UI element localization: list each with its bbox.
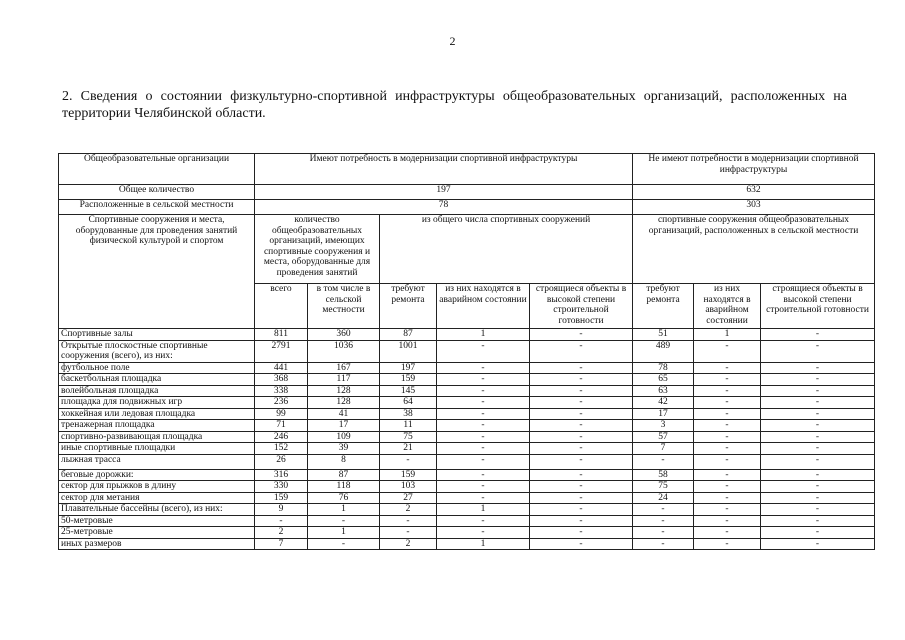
cell-value: 26 [255, 454, 308, 469]
cell-value: - [530, 538, 633, 550]
cell-value: - [255, 515, 308, 527]
cell-value: 109 [308, 431, 380, 443]
table-row [59, 443, 875, 455]
cell-value: - [530, 340, 633, 362]
cell-value: 2 [380, 504, 437, 516]
row-label: сектор для прыжков в длину [59, 481, 255, 493]
table-row [59, 362, 875, 374]
cell-value: 159 [380, 469, 437, 481]
cell-value: - [694, 492, 761, 504]
cell-value: 128 [308, 385, 380, 397]
cell-value: 246 [255, 431, 308, 443]
cell-value: - [633, 515, 694, 527]
cell-value: 24 [633, 492, 694, 504]
sub-rural: в том числе в сельской местности [308, 284, 380, 329]
cell-value: 1 [437, 329, 530, 341]
cell-value: 17 [633, 408, 694, 420]
cell-value: 1 [308, 527, 380, 539]
cell-value: - [633, 504, 694, 516]
cell-value: - [694, 515, 761, 527]
cell-value: 2 [380, 538, 437, 550]
table-row [59, 329, 875, 341]
table-row [59, 504, 875, 516]
cell-value: - [437, 374, 530, 386]
row-label: сектор для метания [59, 492, 255, 504]
rural-label: Расположенные в сельской местности [59, 200, 255, 215]
cell-value: - [633, 527, 694, 539]
cell-value: - [437, 469, 530, 481]
cell-value: - [437, 340, 530, 362]
cell-value: - [761, 443, 875, 455]
cell-value: - [761, 469, 875, 481]
cell-value: - [380, 527, 437, 539]
cell-value: - [694, 362, 761, 374]
cell-value: - [694, 431, 761, 443]
cell-value: 76 [308, 492, 380, 504]
cell-value: 117 [308, 374, 380, 386]
cell-value: - [530, 397, 633, 409]
cell-value: - [761, 397, 875, 409]
sub-all: всего [255, 284, 308, 329]
page-number: 2 [449, 34, 456, 48]
cell-value: - [694, 408, 761, 420]
cell-value: 71 [255, 420, 308, 432]
cell-value: - [437, 420, 530, 432]
table-row [59, 385, 875, 397]
cell-value: 7 [255, 538, 308, 550]
row-label: волейбольная площадка [59, 385, 255, 397]
cell-value: - [694, 340, 761, 362]
cell-value: - [694, 538, 761, 550]
cell-value: 58 [633, 469, 694, 481]
row-label: тренажерная площадка [59, 420, 255, 432]
cell-value: 103 [380, 481, 437, 493]
cell-value: 360 [308, 329, 380, 341]
cell-value: 87 [380, 329, 437, 341]
cell-value: 1 [437, 504, 530, 516]
row-label: спортивно-развивающая площадка [59, 431, 255, 443]
cell-value: 152 [255, 443, 308, 455]
cell-value: - [694, 481, 761, 493]
row-label: хоккейная или ледовая площадка [59, 408, 255, 420]
cell-value: 8 [308, 454, 380, 469]
cell-value: 1036 [308, 340, 380, 362]
table-row [59, 515, 875, 527]
cell-value: - [437, 443, 530, 455]
cell-value: - [761, 408, 875, 420]
cell-value: - [633, 538, 694, 550]
table-row [59, 538, 875, 550]
row-label: беговые дорожки: [59, 469, 255, 481]
table-row [59, 454, 875, 469]
cell-value: 63 [633, 385, 694, 397]
row-label: иных размеров [59, 538, 255, 550]
row-label: иные спортивные площадки [59, 443, 255, 455]
cell-value: - [694, 374, 761, 386]
infrastructure-table [58, 153, 875, 550]
section-heading: 2. Сведения о состоянии физкультурно-спортивной инфраструктуры общеобразовательных организаций, расположенных на территории Челябинской области. [62, 89, 847, 121]
total-label: Общее количество [59, 185, 255, 200]
cell-value: 489 [633, 340, 694, 362]
cell-value: - [694, 469, 761, 481]
cell-value: 330 [255, 481, 308, 493]
cell-value: 236 [255, 397, 308, 409]
cell-value: 2791 [255, 340, 308, 362]
cell-value: 38 [380, 408, 437, 420]
of-total-label: из общего числа спортивных сооружений [380, 215, 633, 284]
cell-value: - [530, 515, 633, 527]
cell-value: 78 [633, 362, 694, 374]
need-label: Имеют потребность в модернизации спортивной инфраструктуры [255, 154, 633, 185]
cell-value: - [437, 385, 530, 397]
row-label: 50-метровые [59, 515, 255, 527]
cell-value: 2 [255, 527, 308, 539]
row-label: футбольное поле [59, 362, 255, 374]
cell-value: - [761, 329, 875, 341]
cell-value: - [761, 431, 875, 443]
cell-value: 167 [308, 362, 380, 374]
sub-repair-2: требуют ремонта [633, 284, 694, 329]
table-body [59, 329, 875, 550]
cell-value: 159 [255, 492, 308, 504]
row-label: баскетбольная площадка [59, 374, 255, 386]
cell-value: - [761, 527, 875, 539]
rural-facilities-label: спортивные сооружения общеобразовательных организаций, расположенных в сельской местности [633, 215, 875, 284]
cell-value: 1 [694, 329, 761, 341]
cell-value: 65 [633, 374, 694, 386]
cell-value: - [530, 362, 633, 374]
cell-value: - [694, 504, 761, 516]
cell-value: - [308, 538, 380, 550]
table-row [59, 431, 875, 443]
cell-value: - [761, 362, 875, 374]
cell-value: 1 [308, 504, 380, 516]
row-label: Открытые плоскостные спортивные сооружения (всего), из них: [59, 340, 255, 362]
rural-no-need-value: 303 [633, 200, 875, 215]
table-row [59, 481, 875, 493]
total-no-need-value: 632 [633, 185, 875, 200]
cell-value: 51 [633, 329, 694, 341]
table-row [59, 408, 875, 420]
cell-value: 57 [633, 431, 694, 443]
sub-emergency: из них находятся в аварийном состоянии [437, 284, 530, 329]
count-label: количество общеобразовательных организаций, имеющих спортивные сооружения и места, оборудованные для проведения занятий [255, 215, 380, 284]
cell-value: 441 [255, 362, 308, 374]
total-need-value: 197 [255, 185, 633, 200]
cell-value: - [437, 431, 530, 443]
row-label: лыжная трасса [59, 454, 255, 469]
cell-value: 118 [308, 481, 380, 493]
cell-value: 9 [255, 504, 308, 516]
no-need-label: Не имеют потребности в модернизации спортивной инфраструктуры [633, 154, 875, 185]
sub-building: строящиеся объекты в высокой степени строительной готовности [530, 284, 633, 329]
rural-need-value: 78 [255, 200, 633, 215]
cell-value: - [437, 454, 530, 469]
cell-value: 1 [437, 538, 530, 550]
cell-value: - [437, 515, 530, 527]
org-label: Общеобразовательные организации [59, 154, 255, 185]
sub-emergency-2: из них находятся в аварийном состоянии [694, 284, 761, 329]
cell-value: - [380, 454, 437, 469]
row-label: площадка для подвижных игр [59, 397, 255, 409]
cell-value: - [761, 515, 875, 527]
cell-value: - [530, 329, 633, 341]
cell-value: 75 [380, 431, 437, 443]
cell-value: - [437, 481, 530, 493]
cell-value: - [761, 385, 875, 397]
cell-value: - [761, 420, 875, 432]
cell-value: 27 [380, 492, 437, 504]
facilities-label: Спортивные сооружения и места, оборудованные для проведения занятий физической культурой и спортом [59, 215, 255, 329]
table-row [59, 397, 875, 409]
cell-value: - [530, 527, 633, 539]
cell-value: - [530, 420, 633, 432]
table-row [59, 340, 875, 362]
cell-value: - [530, 481, 633, 493]
cell-value: 1001 [380, 340, 437, 362]
cell-value: 811 [255, 329, 308, 341]
row-label: Плавательные бассейны (всего), из них: [59, 504, 255, 516]
cell-value: 64 [380, 397, 437, 409]
cell-value: - [437, 527, 530, 539]
row-label: Спортивные залы [59, 329, 255, 341]
cell-value: - [761, 538, 875, 550]
cell-value: 42 [633, 397, 694, 409]
cell-value: - [530, 385, 633, 397]
cell-value: - [694, 420, 761, 432]
cell-value: - [530, 492, 633, 504]
cell-value: 41 [308, 408, 380, 420]
row-label: 25-метровые [59, 527, 255, 539]
table-row [59, 492, 875, 504]
cell-value: - [530, 374, 633, 386]
cell-value: - [530, 504, 633, 516]
cell-value: - [530, 408, 633, 420]
cell-value: 145 [380, 385, 437, 397]
cell-value: 316 [255, 469, 308, 481]
cell-value: 87 [308, 469, 380, 481]
cell-value: - [694, 385, 761, 397]
cell-value: - [530, 469, 633, 481]
cell-value: 3 [633, 420, 694, 432]
cell-value: 21 [380, 443, 437, 455]
cell-value: - [694, 454, 761, 469]
cell-value: 128 [308, 397, 380, 409]
cell-value: - [437, 362, 530, 374]
cell-value: - [761, 454, 875, 469]
table-row [59, 374, 875, 386]
cell-value: - [694, 443, 761, 455]
cell-value: - [694, 527, 761, 539]
cell-value: 17 [308, 420, 380, 432]
cell-value: - [761, 492, 875, 504]
cell-value: - [761, 481, 875, 493]
cell-value: - [761, 374, 875, 386]
cell-value: - [437, 492, 530, 504]
cell-value: - [761, 504, 875, 516]
cell-value: - [380, 515, 437, 527]
table-row [59, 527, 875, 539]
cell-value: - [694, 397, 761, 409]
cell-value: - [530, 443, 633, 455]
cell-value: 197 [380, 362, 437, 374]
cell-value: - [437, 397, 530, 409]
cell-value: - [530, 454, 633, 469]
cell-value: - [437, 408, 530, 420]
table-row [59, 420, 875, 432]
cell-value: - [530, 431, 633, 443]
cell-value: 368 [255, 374, 308, 386]
cell-value: - [633, 454, 694, 469]
cell-value: - [308, 515, 380, 527]
sub-repair: требуют ремонта [380, 284, 437, 329]
table-row [59, 469, 875, 481]
cell-value: 159 [380, 374, 437, 386]
cell-value: 75 [633, 481, 694, 493]
cell-value: 39 [308, 443, 380, 455]
cell-value: 338 [255, 385, 308, 397]
cell-value: 7 [633, 443, 694, 455]
cell-value: 99 [255, 408, 308, 420]
sub-building-2: строящиеся объекты в высокой степени строительной готовности [761, 284, 875, 329]
cell-value: 11 [380, 420, 437, 432]
cell-value: - [761, 340, 875, 362]
